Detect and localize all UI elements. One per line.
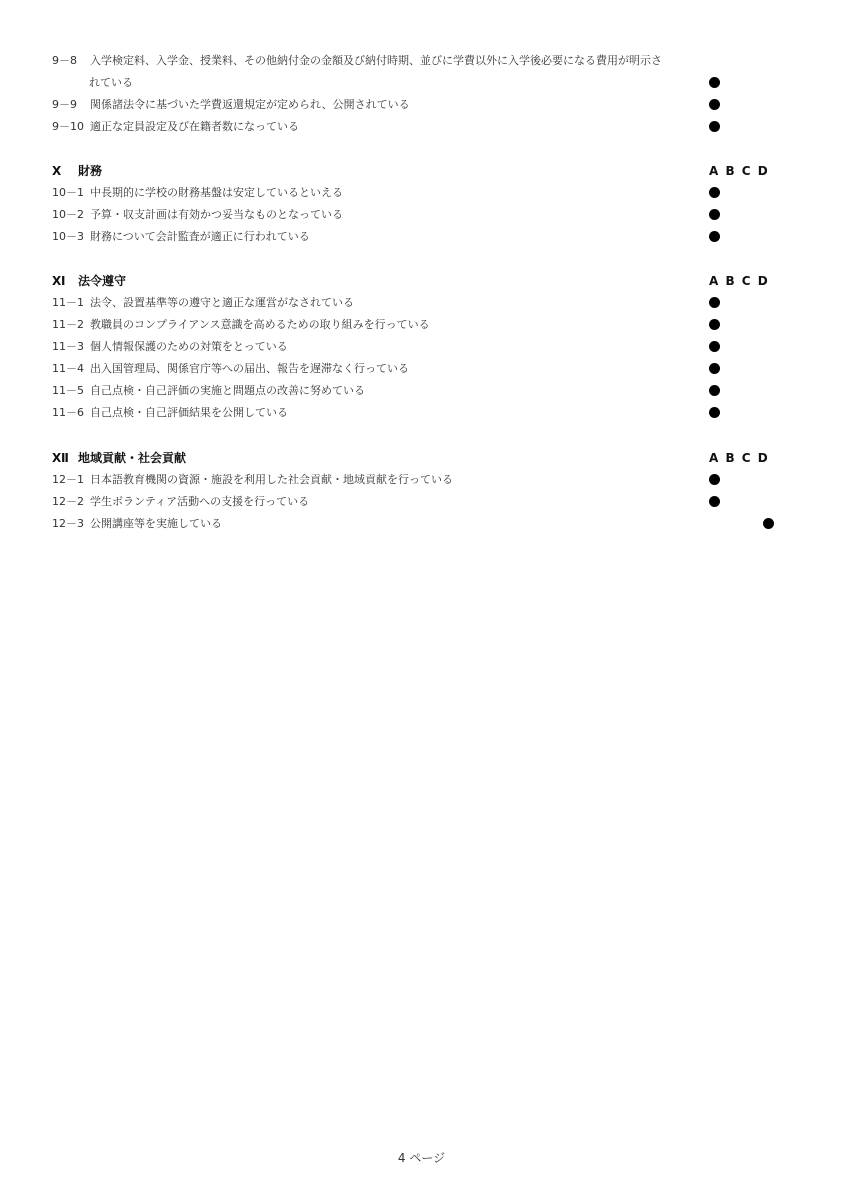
grade-a-dot — [709, 385, 720, 396]
section-title: 財務 — [78, 164, 103, 178]
grade-a-dot — [709, 319, 720, 330]
item-text: 法令、設置基準等の遵守と適正な運営がなされている — [90, 296, 354, 309]
grade-a-dot — [709, 341, 720, 352]
grade-a-dot — [709, 297, 720, 308]
grade-a-dot — [709, 496, 720, 507]
grade-a-dot — [709, 209, 720, 220]
item-text: 財務について会計監査が適正に行われている — [90, 230, 310, 243]
item-row — [52, 473, 453, 487]
grade-scale-header: A B C D — [709, 164, 768, 178]
grade-a-dot — [709, 474, 720, 485]
grade-d-dot — [763, 518, 774, 529]
grade-a-dot — [709, 77, 720, 88]
item-row — [52, 98, 410, 112]
item-row — [52, 208, 343, 222]
grade-scale-header: A B C D — [709, 451, 768, 465]
item-text-continuation: れている — [89, 76, 133, 89]
item-text: 個人情報保護のための対策をとっている — [90, 340, 288, 353]
item-text: 日本語教育機関の資源・施設を利用した社会貢献・地域貢献を行っている — [90, 473, 453, 486]
item-code: 9－9 — [52, 98, 77, 111]
item-text: 関係諸法令に基づいた学費返還規定が定められ、公開されている — [90, 98, 410, 111]
grade-a-dot — [709, 231, 720, 242]
item-code: 11－4 — [52, 362, 84, 375]
item-text: 教職員のコンプライアンス意識を高めるための取り組みを行っている — [90, 318, 430, 331]
item-text: 学生ボランティア活動への支援を行っている — [90, 495, 310, 508]
item-code: 9－8 — [52, 54, 77, 67]
item-code: 12－1 — [52, 473, 84, 486]
item-row — [52, 384, 365, 398]
item-row — [52, 120, 299, 134]
item-row — [52, 230, 310, 244]
item-code: 10－2 — [52, 208, 84, 221]
section-title: 法令遵守 — [78, 274, 127, 288]
item-row — [52, 54, 662, 68]
item-text: 公開講座等を実施している — [90, 517, 222, 530]
item-code: 10－3 — [52, 230, 84, 243]
section-number: Ⅹ — [52, 164, 62, 178]
section-title: 地域貢献・社会貢献 — [78, 451, 187, 465]
item-code: 11－6 — [52, 406, 84, 419]
grade-a-dot — [709, 363, 720, 374]
item-code: 11－1 — [52, 296, 84, 309]
item-row — [52, 318, 430, 332]
item-text: 中長期的に学校の財務基盤は安定しているといえる — [90, 186, 343, 199]
grade-a-dot — [709, 99, 720, 110]
section-heading-finance — [52, 164, 102, 178]
item-text: 自己点検・自己評価結果を公開している — [90, 406, 288, 419]
item-row — [52, 517, 222, 531]
item-row — [52, 296, 354, 310]
item-code: 11－3 — [52, 340, 84, 353]
item-code: 9－10 — [52, 120, 84, 133]
item-code: 10－1 — [52, 186, 84, 199]
page-number: 4 ページ — [397, 1151, 446, 1165]
item-code: 11－2 — [52, 318, 84, 331]
grade-scale-header: A B C D — [709, 274, 768, 288]
item-text: 入学検定料、入学金、授業料、その他納付金の金額及び納付時期、並びに学費以外に入学後必要になる費用が明示さ — [90, 54, 662, 67]
section-heading-community — [52, 451, 186, 465]
item-text: 予算・収支計画は有効かつ妥当なものとなっている — [90, 208, 343, 221]
section-number: Ⅻ — [52, 451, 69, 465]
item-text: 適正な定員設定及び在籍者数になっている — [90, 120, 299, 133]
section-number: Ⅺ — [52, 274, 66, 288]
grade-a-dot — [709, 187, 720, 198]
grade-a-dot — [709, 407, 720, 418]
grade-a-dot — [709, 121, 720, 132]
item-text: 自己点検・自己評価の実施と問題点の改善に努めている — [90, 384, 365, 397]
item-row — [52, 495, 309, 509]
item-row — [52, 340, 288, 354]
item-text: 出入国管理局、関係官庁等への届出、報告を遅滞なく行っている — [90, 362, 409, 375]
item-row — [52, 186, 343, 200]
item-code: 11－5 — [52, 384, 84, 397]
section-heading-compliance — [52, 274, 126, 288]
item-row — [52, 362, 409, 376]
item-code: 12－2 — [52, 495, 84, 508]
item-row — [52, 406, 288, 420]
item-code: 12－3 — [52, 517, 84, 530]
